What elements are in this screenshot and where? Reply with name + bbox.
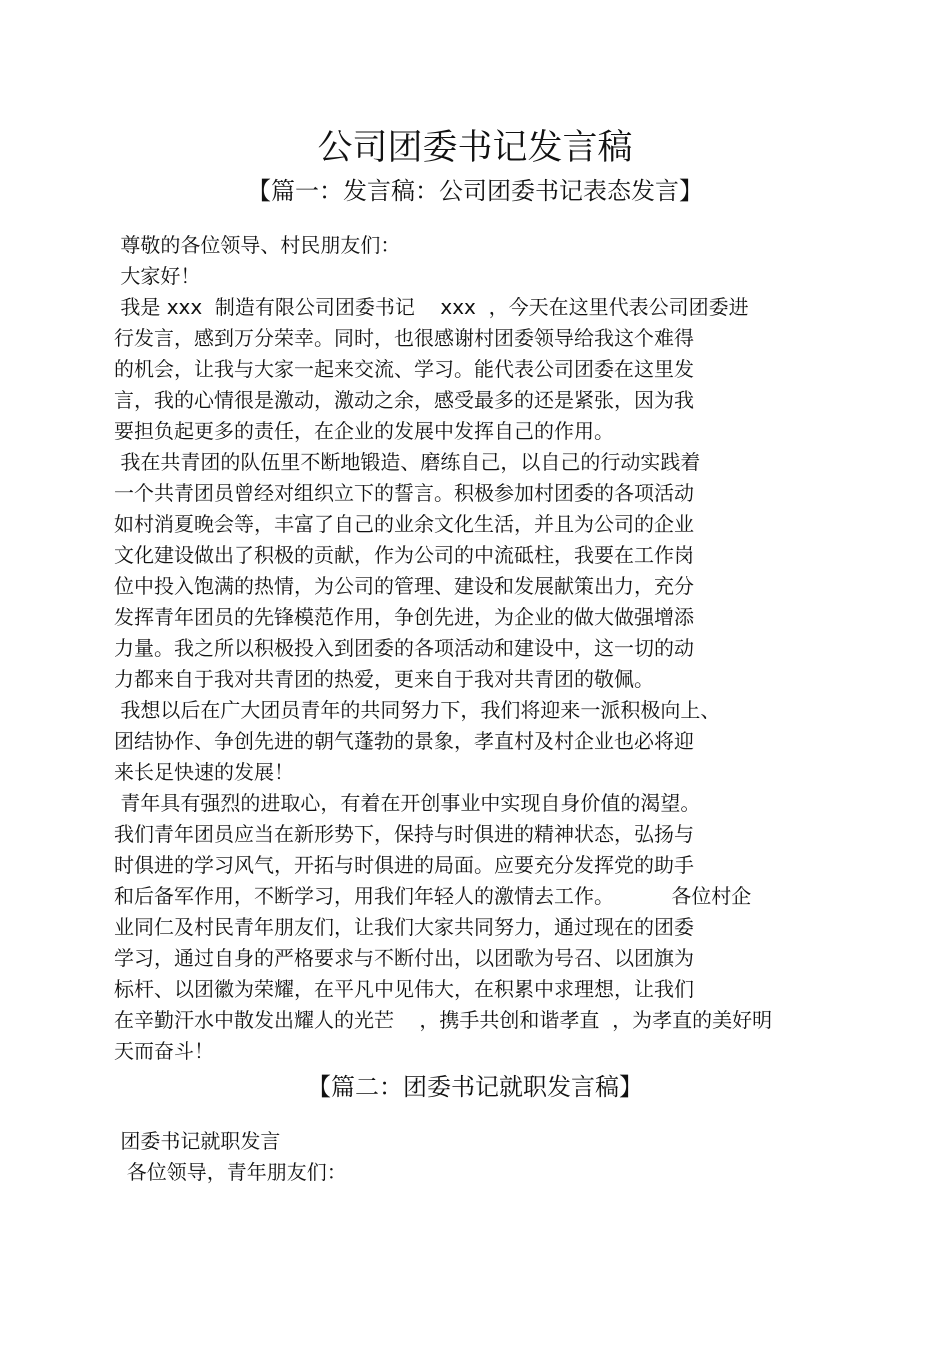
body-line: 要担负起更多的责任，在企业的发展中发挥自己的作用。: [114, 419, 614, 443]
body-line: 的机会，让我与大家一起来交流、学习。能代表公司团委在这里发: [114, 357, 694, 381]
body-line: 和后备军作用，不断学习，用我们年轻人的激情去工作。 各位村企: [114, 884, 752, 908]
section-2-body: [114, 1126, 834, 1188]
body-line: 我是 xxx 制造有限公司团委书记 xxx ，今天在这里代表公司团委进: [114, 295, 749, 319]
body-line: 天而奋斗！: [114, 1039, 214, 1063]
body-line: 学习，通过自身的严格要求与不断付出，以团歌为号召、以团旗为: [114, 946, 694, 970]
body-line: 位中投入饱满的热情，为公司的管理、建设和发展献策出力，充分: [114, 574, 694, 598]
body-line: 一个共青团员曾经对组织立下的誓言。积极参加村团委的各项活动: [114, 481, 694, 505]
body-line: 青年具有强烈的进取心，有着在开创事业中实现自身价值的渴望。: [114, 791, 701, 815]
body-line: 团委书记就职发言: [114, 1129, 281, 1153]
body-line: 发挥青年团员的先锋模范作用，争创先进，为企业的做大做强增添: [114, 605, 694, 629]
document-title: 公司团委书记发言稿: [317, 128, 633, 168]
body-line: 各位领导，青年朋友们：: [114, 1160, 347, 1184]
body-line: 来长足快速的发展！: [114, 760, 294, 784]
body-line: 如村消夏晚会等，丰富了自己的业余文化生活，并且为公司的企业: [114, 512, 694, 536]
body-line: 我想以后在广大团员青年的共同努力下，我们将迎来一派积极向上、: [114, 698, 721, 722]
body-line: 文化建设做出了积极的贡献，作为公司的中流砥柱，我要在工作岗: [114, 543, 694, 567]
body-line: 标杆、以团徽为荣耀，在平凡中见伟大，在积累中求理想，让我们: [114, 977, 694, 1001]
section-1-heading: 【篇一：发言稿：公司团委书记表态发言】: [247, 177, 703, 205]
body-line: 力都来自于我对共青团的热爱，更来自于我对共青团的敬佩。: [114, 667, 654, 691]
body-line: 时俱进的学习风气，开拓与时俱进的局面。应要充分发挥党的助手: [114, 853, 694, 877]
body-line: 在辛勤汗水中散发出耀人的光芒 ，携手共创和谐孝直 ，为孝直的美好明: [114, 1008, 773, 1032]
body-line: 我在共青团的队伍里不断地锻造、磨练自己，以自己的行动实践着: [114, 450, 701, 474]
body-line: 我们青年团员应当在新形势下，保持与时俱进的精神状态，弘扬与: [114, 822, 694, 846]
body-line: 团结协作、争创先进的朝气蓬勃的景象，孝直村及村企业也必将迎: [114, 729, 694, 753]
body-line: 行发言，感到万分荣幸。同时，也很感谢村团委领导给我这个难得: [114, 326, 694, 350]
body-line: 业同仁及村民青年朋友们，让我们大家共同努力，通过现在的团委: [114, 915, 694, 939]
section-1-body: [114, 230, 834, 1067]
body-line: 言，我的心情很是激动，激动之余，感受最多的还是紧张，因为我: [114, 388, 694, 412]
body-line: 大家好！: [114, 264, 201, 288]
section-2-heading: 【篇二：团委书记就职发言稿】: [307, 1073, 643, 1101]
body-line: 尊敬的各位领导、村民朋友们：: [114, 233, 401, 257]
body-line: 力量。我之所以积极投入到团委的各项活动和建设中，这一切的动: [114, 636, 694, 660]
